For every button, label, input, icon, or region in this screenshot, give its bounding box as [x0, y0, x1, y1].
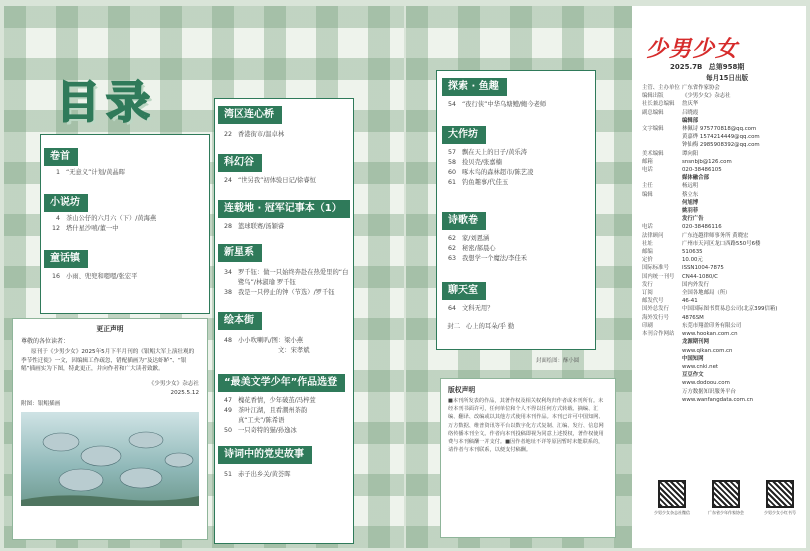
list-item[interactable]: 48 小小吹喇叭/图：梁小燕 [223, 337, 304, 344]
issue-number: 2025.7B [670, 63, 703, 71]
info-value: www.wanfangdata.com.cn [682, 396, 754, 403]
info-row [642, 150, 804, 158]
info-value: 谭向阳 [682, 150, 699, 157]
qr-label: 广东省少年作家协会 [708, 510, 744, 515]
list-item[interactable]: 51 赤子出乡关/黄荟晖 [223, 471, 291, 478]
list-item[interactable]: 24 “世另我”初体验日记/徐睿恒 [223, 177, 316, 184]
info-key: 发行 [642, 281, 653, 288]
info-row [642, 305, 804, 313]
info-value: 全国各地邮局（所） [682, 290, 731, 297]
cover-credit: 封面绘图：酥小圆 [536, 358, 580, 364]
info-row [642, 92, 804, 100]
info-value: 510635 [682, 249, 703, 256]
info-value: 发行广告 [682, 216, 704, 223]
section-title-tansuo: 探索 · 鱼趣 [442, 78, 507, 96]
qr-label: 少男少女杂志社微信 [654, 510, 690, 515]
info-key: 美术编辑 [642, 150, 664, 157]
total-issue: 总第958期 [708, 63, 745, 71]
info-value: 46-41 [682, 298, 698, 305]
correction-greeting: 尊敬的各位读者： [21, 338, 70, 345]
info-row [642, 256, 804, 264]
list-item: 真“工夫”/陈希语 [238, 417, 285, 424]
info-value: 广州市天河区龙口西路550号6楼 [682, 240, 761, 247]
info-value: 编辑部 [682, 117, 699, 124]
section-title-tonghua: 童话镇 [44, 250, 88, 268]
info-value: snsnbjb@126.com [682, 158, 732, 165]
info-value: 4876SM [682, 314, 704, 321]
section-title-xiaoshuo: 小说坊 [44, 194, 88, 212]
info-key: 订阅 [642, 290, 653, 297]
list-item[interactable]: 12 塔什星沙嘻/董一中 [51, 225, 119, 232]
copyright-title: 版权声明 [448, 386, 476, 394]
info-row [642, 314, 804, 322]
list-item[interactable]: 64 文科无用？ [447, 305, 494, 312]
info-row [642, 273, 804, 281]
info-key: 印刷 [642, 322, 653, 329]
info-key: 编辑 [642, 191, 653, 198]
info-value: 林佩诗 975770818@qq.com [682, 126, 757, 133]
section-title-huiben: 绘本街 [218, 312, 262, 330]
info-row [642, 281, 804, 289]
info-row [642, 191, 804, 199]
info-row [642, 158, 804, 166]
left-page [4, 6, 404, 548]
info-row [642, 248, 804, 256]
section-title-liansai: 连载地 · 冠军记事本（1） [218, 200, 350, 218]
info-row [642, 396, 804, 404]
list-item[interactable]: 61 钓鱼趣事/代佳玉 [447, 179, 509, 186]
info-value: www.cnki.net [682, 363, 719, 370]
list-item[interactable]: 62 秘密/郝晨心 [447, 245, 496, 252]
info-value: www.qikan.com.cn [682, 347, 733, 354]
info-value: 中国知网 [682, 355, 704, 362]
info-key: 定价 [642, 257, 653, 264]
toc-title: 目录 [56, 77, 156, 128]
fish-illustration [21, 412, 199, 506]
info-key: 电话 [642, 224, 653, 231]
info-row [642, 355, 804, 363]
info-value: 吕晓霞 [682, 109, 699, 116]
fish-school-image [21, 412, 199, 506]
list-item[interactable]: 封二 心上的耳朵/乎 勤 [447, 323, 515, 330]
qr-code-icon[interactable] [658, 480, 686, 508]
info-key: 编辑出版 [642, 93, 664, 100]
list-item[interactable]: 22 香港街市/温卓林 [223, 131, 285, 138]
info-value: www.dodoou.com [682, 380, 730, 387]
list-item[interactable]: 54 “夜行侠”中华乌塘鳢/鲍今老师 [447, 101, 547, 108]
info-value: 黄嘉烨 1574214449@qq.com [682, 134, 760, 141]
info-key: 邮发代号 [642, 298, 664, 305]
section-title-shige2: 诗歌卷 [442, 212, 486, 230]
info-row [642, 84, 804, 92]
info-key: 邮箱 [642, 158, 653, 165]
info-row [642, 240, 804, 248]
list-item[interactable]: 49 茶叶江湖，且看潮州茶韵 [223, 407, 308, 414]
info-value: 龙源期刊网 [682, 339, 709, 346]
info-row [642, 117, 804, 125]
section-title-kehuan: 科幻谷 [218, 154, 262, 172]
list-item[interactable]: 63 我想学一个魔法/李佳禾 [447, 255, 528, 262]
section-title-zuopin: “最美文学少年”作品选登 [218, 374, 345, 392]
correction-body: 原刊于《少男少女》2025年5月下半月刊的《银鲳大军上演壮观的季节性迁徙》一文，因编辑工作疏忽，错配插画为“及达虾鲈”、“银鲳”插画实为下图，特此更正，并向作者和广大读者致歉。 [21, 349, 195, 373]
info-row [642, 141, 804, 149]
info-value: CN44-1080/C [682, 273, 718, 280]
info-key: 电话 [642, 167, 653, 174]
info-value: 何旭博 [682, 199, 699, 206]
list-item: 文：宋孝斌 [278, 347, 310, 354]
list-item[interactable]: 50 一只奇特的猫/孙逸冰 [223, 427, 297, 434]
info-key: 社长兼总编辑 [642, 101, 675, 108]
info-value: 广东连越律师事务所 黄晓宏 [682, 232, 749, 239]
info-key: 国际标准号 [642, 265, 669, 272]
info-row [642, 330, 804, 338]
info-value: 020-38486105 [682, 167, 722, 174]
qr-code-icon[interactable] [766, 480, 794, 508]
info-row [642, 207, 804, 215]
info-row [642, 199, 804, 207]
info-value: 姚羽菲 [682, 208, 699, 215]
info-key: 法律顾问 [642, 232, 664, 239]
info-value: 钟仙梅 2985908392@qq.com [682, 142, 760, 149]
info-value: 10.00元 [682, 257, 703, 264]
section-title-juanshou: 卷首 [44, 148, 78, 166]
info-row [642, 264, 804, 272]
info-value: 蔡立东 [682, 191, 699, 198]
magazine-logo: 少男少女 [646, 37, 739, 62]
info-value: 《少男少女》杂志社 [682, 93, 731, 100]
qr-label: 少男少女小红书号 [764, 510, 796, 515]
section-title-liaotian: 聊天室 [442, 282, 486, 300]
info-row [642, 347, 804, 355]
list-item[interactable]: 28 篮球联赛/汤颖睿 [223, 223, 285, 230]
info-value: 杨远明 [682, 183, 699, 190]
section-title-xinxing: 新星系 [218, 244, 262, 262]
list-item[interactable]: 38 我是一只停止的钟（节选）/罗千钰 [223, 289, 335, 296]
correction-signature: 《少男少女》杂志社 [148, 380, 199, 387]
list-item[interactable]: 4 茶山公仔的六月六（下）/黄海燕 [55, 215, 157, 222]
info-value: 东莞市翔盈印务有限公司 [682, 322, 742, 329]
info-row [642, 371, 804, 379]
info-row [642, 363, 804, 371]
info-value: ISSN1004-7875 [682, 265, 724, 272]
info-key: 海外发行号 [642, 314, 669, 321]
info-row [642, 166, 804, 174]
info-row [642, 133, 804, 141]
correction-caption: 附图：银鲳插画 [21, 400, 61, 407]
magazine-info [642, 84, 804, 404]
correction-date: 2025.5.12 [170, 389, 199, 396]
info-key: 副总编辑 [642, 109, 664, 116]
info-row [642, 100, 804, 108]
info-key: 主任 [642, 183, 653, 190]
info-key: 文字编辑 [642, 126, 664, 133]
qr-code-icon[interactable] [712, 480, 740, 508]
info-value: 豆豆作文 [682, 372, 704, 379]
section-title-zuowen: 大作坊 [442, 126, 486, 144]
info-row [642, 379, 804, 387]
info-value: 詹庆华 [682, 101, 699, 108]
list-item[interactable]: 62 家/刘恩涵 [447, 235, 490, 242]
list-item[interactable]: 34 罗千钰：做一只始终奔赴在热爱里的“白鹭鸟”/林淑瑜 罗千钰 [223, 269, 349, 286]
qr-codes [650, 480, 802, 516]
info-value: 020-38486116 [682, 224, 722, 231]
correction-title: 更正声明 [96, 325, 124, 333]
info-row [642, 388, 804, 396]
list-item[interactable]: 16 小雨、兜兜和嗯嗯/张宏平 [51, 273, 138, 280]
info-value: 广东省作家协会 [682, 85, 720, 91]
info-value: 国内外发行 [682, 281, 709, 288]
info-row [642, 297, 804, 305]
info-key: 国外总发行 [642, 306, 669, 313]
info-row [642, 125, 804, 133]
section-title-shige: 诗词中的党史故事 [218, 446, 312, 464]
section-title-wanqu: 湾区连心桥 [218, 106, 282, 124]
list-item[interactable]: 57 飘在天上的日子/黄乐涛 [447, 149, 528, 156]
info-row [642, 182, 804, 190]
info-row [642, 109, 804, 117]
copyright-body: ■本刊所发表的作品，其著作权及相关权利均归作者或本刊所有。未经本刊书面许可，任何单位和个人不得以任何方式转载、摘编、汇编、翻译、改编或以其他方式使用本刊作品。本刊已许可中国知网、万方数据、维普资讯等平台以数字化方式复制、汇编、发行、信息网络传播本刊全文。作者向本刊投稿即视为同意上述授权，著作权使用费与本刊稿酬一并支付。■因作者地址不详等原因暂时未能联系的，请作者与本刊联系，以便支付稿酬。 [448, 398, 604, 454]
right-page [406, 6, 806, 548]
info-row [642, 232, 804, 240]
correction-notice [12, 318, 208, 540]
list-item[interactable]: 47 槐花香情，少年破茧/冯梓萱 [223, 397, 316, 404]
info-row [642, 338, 804, 346]
publish-schedule: 每月15日出版 [706, 74, 749, 82]
info-key: 社址 [642, 240, 653, 247]
info-row [642, 223, 804, 231]
list-item[interactable]: 60 啄木鸟的森林超市/陈艺凌 [447, 169, 534, 176]
info-key: 本刊合作网站 [642, 331, 675, 338]
info-row [642, 322, 804, 330]
info-key: 邮编 [642, 249, 653, 256]
info-value: 中国国际图书贸易总公司(北京399信箱) [682, 306, 778, 313]
info-row [642, 215, 804, 223]
list-item[interactable]: 58 捡贝壳/张嘉楠 [447, 159, 502, 166]
list-item[interactable]: 1 “无意义”计划/黄晶晖 [55, 169, 126, 176]
info-row [642, 174, 804, 182]
info-value: www.hookan.com.cn [682, 331, 738, 338]
info-row [642, 289, 804, 297]
info-key: 主管、主办单位 [642, 85, 680, 91]
copyright-notice [440, 378, 616, 538]
info-value: 媒体融合部 [682, 175, 709, 182]
info-key: 国内统一刊号 [642, 273, 675, 280]
info-value: 万方数据知识服务平台 [682, 388, 736, 395]
